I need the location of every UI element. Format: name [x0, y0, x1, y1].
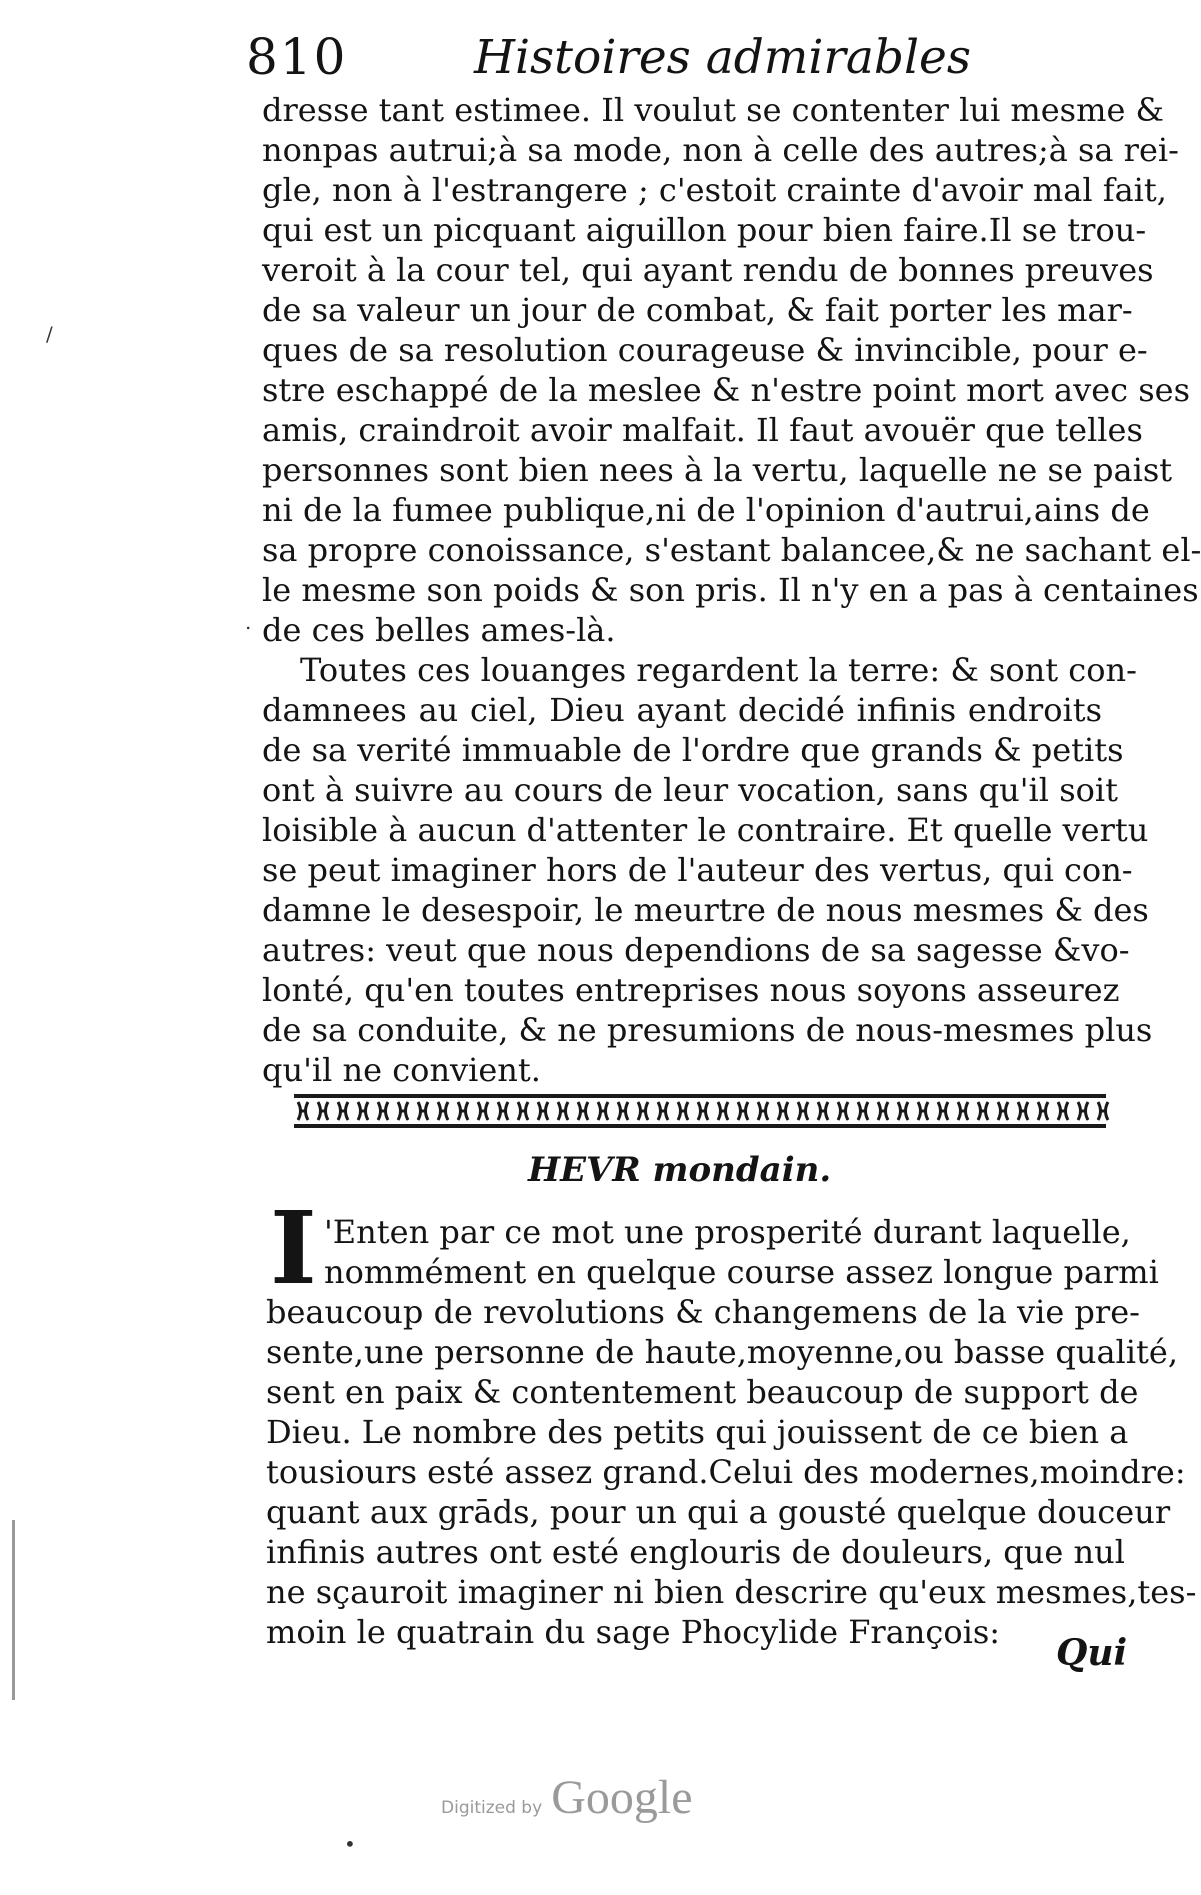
ornament-motif [398, 1102, 408, 1120]
text-line: sent en paix & contentement beaucoup de support de [266, 1373, 1139, 1411]
text-line: qu'il ne convient. [262, 1051, 541, 1089]
text-line: damne le desespoir, le meurtre de nous mesmes & des [262, 891, 1149, 929]
text-line: stre eschappé de la meslee & n'estre point mort avec ses [262, 371, 1191, 409]
ornament-motif [298, 1102, 308, 1120]
ornament-motif [978, 1102, 988, 1120]
ornament-motif [538, 1102, 548, 1120]
ornament-motif [858, 1102, 868, 1120]
ornament-motif [678, 1102, 688, 1120]
text-line: ques de sa resolution courageuse & invincible, pour e- [262, 331, 1148, 369]
ornament-motif [618, 1102, 628, 1120]
text-line: beaucoup de revolutions & changemens de la vie pre- [266, 1293, 1140, 1331]
text-line: gle, non à l'estrangere ; c'estoit crainte d'avoir mal fait, [262, 171, 1167, 209]
ornament-motif [938, 1102, 948, 1120]
text-line: veroit à la cour tel, qui ayant rendu de bonnes preuves [262, 251, 1154, 289]
ornament-motif [918, 1102, 928, 1120]
text-line: de sa verité immuable de l'ordre que grands & petits [262, 731, 1124, 769]
digitized-prefix: Digitized by [441, 1798, 543, 1818]
text-line: de sa conduite, & ne presumions de nous-mesmes plus [262, 1011, 1153, 1049]
ornament-motif [578, 1102, 588, 1120]
text-line: tousiours esté assez grand.Celui des modernes,moindre: [266, 1453, 1186, 1491]
ornament-motif [758, 1102, 768, 1120]
ornament-motif [898, 1102, 908, 1120]
text-line: infinis autres ont esté englouris de douleurs, que nul [266, 1533, 1125, 1571]
text-line: dresse tant estimee. Il voulut se contenter lui mesme & [262, 91, 1165, 129]
text-line: de sa valeur un jour de combat, & fait porter les mar- [262, 291, 1133, 329]
catchword: Qui [1056, 1632, 1128, 1674]
ornament-motif [698, 1102, 708, 1120]
ornament-motif [998, 1102, 1008, 1120]
ornament-motif [738, 1102, 748, 1120]
page-edge-mark [12, 1520, 15, 1700]
text-line: quant aux grāds, pour un qui a gousté quelque douceur [266, 1493, 1171, 1531]
ornament-motif [438, 1102, 448, 1120]
text-line: nonpas autrui;à sa mode, non à celle des autres;à sa rei- [262, 131, 1179, 169]
ornament-motif [458, 1102, 468, 1120]
ornament-motif [598, 1102, 608, 1120]
ornament-motif [718, 1102, 728, 1120]
section-title: HEVR mondain. [528, 1150, 832, 1190]
ornament-motif [378, 1102, 388, 1120]
text-line: de ces belles ames-là. [262, 611, 616, 649]
text-line: sa propre conoissance, s'estant balancee,& ne sachant el- [262, 531, 1201, 569]
text-line: ne sçauroit imaginer ni bien descrire qu'eux mesmes,tes- [266, 1573, 1197, 1611]
ornament-motif [878, 1102, 888, 1120]
ornament-motif [778, 1102, 788, 1120]
ornament-motif [338, 1102, 348, 1120]
text-line: autres: veut que nous dependions de sa sagesse &vo- [262, 931, 1130, 969]
text-line: amis, craindroit avoir malfait. Il faut avouër que telles [262, 411, 1143, 449]
text-line: se peut imaginer hors de l'auteur des vertus, qui con- [262, 851, 1133, 889]
margin-mark: / [46, 322, 53, 346]
page-number: 810 [246, 28, 348, 86]
ornament-band [294, 1094, 1106, 1128]
text-line: nommément en quelque course assez longue parmi [324, 1253, 1159, 1291]
margin-mark: . [245, 610, 252, 634]
ornament-motif [958, 1102, 968, 1120]
text-line: damnees au ciel, Dieu ayant decidé infinis endroits [262, 691, 1102, 729]
text-line: lonté, qu'en toutes entreprises nous soyons asseurez [262, 971, 1120, 1009]
ornament-motif [478, 1102, 488, 1120]
margin-mark: • [344, 1832, 356, 1856]
running-title: Histoires admirables [474, 30, 971, 85]
text-line: ont à suivre au cours de leur vocation, sans qu'il soit [262, 771, 1118, 809]
ornament-motif [1018, 1102, 1028, 1120]
ornament-motif [1038, 1102, 1048, 1120]
ornament-motif [518, 1102, 528, 1120]
page-header [246, 22, 1126, 88]
ornament-motif [498, 1102, 508, 1120]
text-line: Toutes ces louanges regardent la terre: & sont con- [300, 651, 1137, 689]
ornament-motif [838, 1102, 848, 1120]
ornament-motif [418, 1102, 428, 1120]
ornament-motif [658, 1102, 668, 1120]
drop-cap: I [270, 1189, 317, 1307]
ornament-motif [1098, 1102, 1108, 1120]
text-line: moin le quatrain du sage Phocylide François: [266, 1613, 1001, 1651]
text-line: loisible à aucun d'attenter le contraire. Et quelle vertu [262, 811, 1149, 849]
ornament-motif [358, 1102, 368, 1120]
text-line: qui est un picquant aiguillon pour bien faire.Il se trou- [262, 211, 1147, 249]
ornament-motif [1078, 1102, 1088, 1120]
ornament-motif [638, 1102, 648, 1120]
google-logo: Google [551, 1771, 693, 1824]
digitized-watermark [441, 1770, 693, 1825]
ornament-motif [818, 1102, 828, 1120]
text-line: le mesme son poids & son pris. Il n'y en a pas à centaines [262, 571, 1199, 609]
text-line: Dieu. Le nombre des petits qui jouissent de ce bien a [266, 1413, 1129, 1451]
text-line: sente,une personne de haute,moyenne,ou basse qualité, [266, 1333, 1178, 1371]
ornament-motif [798, 1102, 808, 1120]
ornament-motif [1058, 1102, 1068, 1120]
text-line: ni de la fumee publique,ni de l'opinion d'autrui,ains de [262, 491, 1150, 529]
text-line: 'Enten par ce mot une prosperité durant laquelle, [324, 1213, 1131, 1251]
text-line: personnes sont bien nees à la vertu, laquelle ne se paist [262, 451, 1173, 489]
ornament-motif [318, 1102, 328, 1120]
ornament-motif [558, 1102, 568, 1120]
